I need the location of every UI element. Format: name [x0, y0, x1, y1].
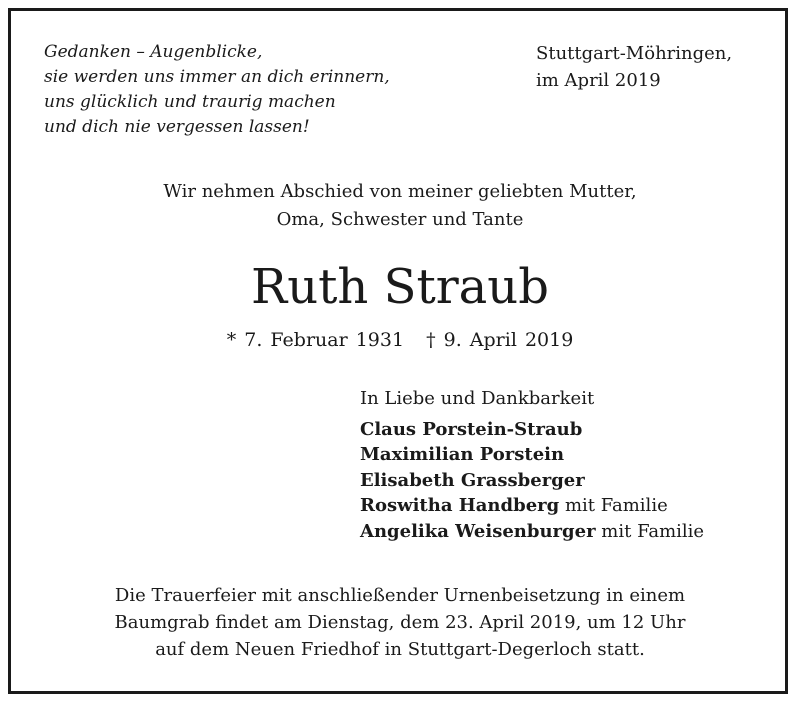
intro-line: Oma, Schwester und Tante — [276, 209, 524, 230]
mourner-name: Angelika Weisenburger — [360, 520, 596, 542]
memorial-poem — [44, 40, 390, 140]
mourner-entry — [360, 442, 704, 468]
date-text: im April 2019 — [536, 70, 661, 91]
mourner-name: Elisabeth Grassberger — [360, 469, 585, 491]
intro-line: Wir nehmen Abschied von meiner geliebten Mutter, — [163, 181, 637, 202]
deceased-name: Ruth Straub — [251, 259, 549, 315]
poem-line: uns glücklich und traurig machen — [44, 92, 336, 112]
life-dates — [0, 326, 800, 354]
death-date: † 9. April 2019 — [426, 329, 574, 351]
service-line: auf dem Neuen Friedhof in Stuttgart-Degerloch statt. — [155, 639, 645, 660]
service-line: Baumgrab findet am Dienstag, dem 23. April 2019, um 12 Uhr — [114, 612, 686, 633]
mourner-entry — [360, 493, 704, 519]
farewell-intro — [0, 178, 800, 234]
mourner-name: Roswitha Handberg — [360, 495, 560, 516]
mourner-name: Maximilian Porstein — [360, 444, 565, 465]
poem-line: sie werden uns immer an dich erinnern, — [44, 67, 390, 87]
mourner-name: Claus Porstein-Straub — [360, 418, 583, 440]
service-line: Die Trauerfeier mit anschließender Urnenbeisetzung in einem — [114, 585, 686, 606]
birth-date: * 7. Februar 1931 — [226, 329, 405, 351]
poem-line: Gedanken – Augenblicke, — [44, 42, 263, 62]
mourner-entry — [360, 519, 704, 545]
mourner-entry — [360, 417, 704, 443]
mourners-block — [360, 386, 704, 544]
mourner-suffix: mit Familie — [564, 495, 668, 516]
funeral-service-info — [0, 582, 800, 663]
mourner-suffix: mit Familie — [601, 520, 705, 542]
poem-line: und dich nie vergessen lassen! — [44, 117, 310, 137]
place-date — [536, 40, 732, 94]
place-text: Stuttgart-Möhringen, — [536, 43, 733, 64]
mourners-greeting: In Liebe und Dankbarkeit — [360, 388, 595, 409]
mourner-entry — [360, 468, 704, 494]
